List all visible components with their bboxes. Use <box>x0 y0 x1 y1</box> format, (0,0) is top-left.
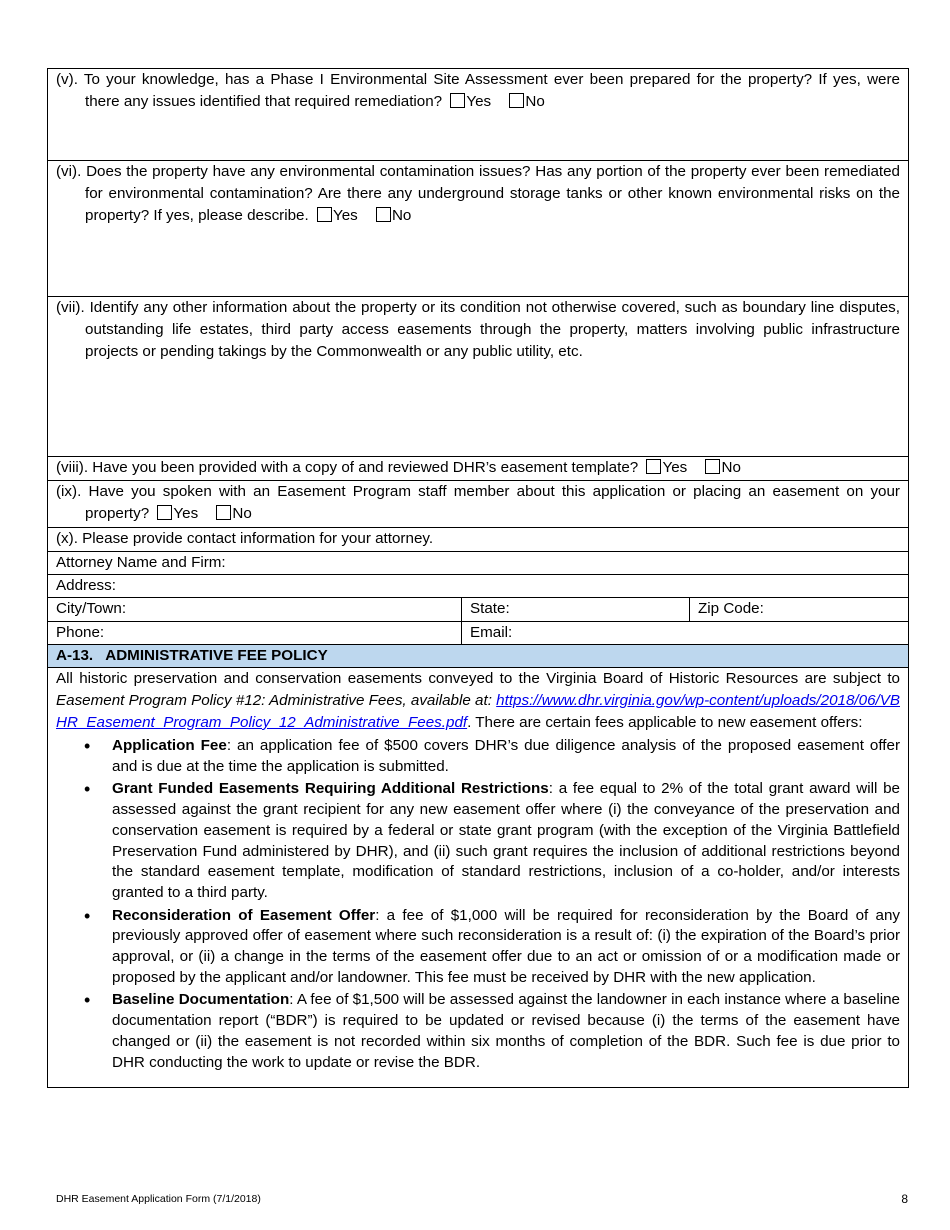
attorney-name-label: Attorney Name and Firm: <box>56 554 226 571</box>
yes-checkbox[interactable] <box>317 207 332 222</box>
fee-item-grant <box>112 779 900 903</box>
question-number: (x). <box>56 530 78 547</box>
policy-intro <box>56 668 900 734</box>
fee-title: Reconsideration of Easement Offer <box>112 906 376 924</box>
yes-label: Yes <box>173 505 199 522</box>
state-field[interactable] <box>461 598 689 621</box>
fee-item-reconsideration <box>112 906 900 989</box>
yes-checkbox[interactable] <box>646 459 661 474</box>
city-state-zip-row <box>48 598 908 622</box>
question-number: (ix). <box>56 483 82 500</box>
state-label: State: <box>470 600 510 617</box>
fee-title: Application Fee <box>112 737 227 754</box>
question-viii <box>48 457 908 481</box>
fee-text: : A fee of $1,500 will be assessed against the landowner in each instance where a baseline documentation report (“BDR”) is required to be updated or revised because (i) the terms of the easement have changed or (ii) the easement is not recorded within six months of completion of the BDR. Such fee is due prior to DHR conducting the work to update or revise the BDR. <box>112 991 900 1071</box>
question-ix <box>48 481 908 528</box>
zip-field[interactable] <box>689 598 908 621</box>
question-x <box>48 528 908 552</box>
fee-text: : a fee of $1,000 will be required for reconsideration by the Board of any previously approved offer of easement where such reconsideration is a result of: (i) the expiration of the Board’s prior approval, or (ii) a change in the terms of the easement offer due to an act or omission of or a modification made or proposed by the applicant and/or landowner. This fee must be received by DHR with the new application. <box>112 906 900 986</box>
city-field[interactable] <box>48 598 461 621</box>
yes-label: Yes <box>662 459 688 476</box>
address-field[interactable] <box>48 575 908 598</box>
section-title: A-13. ADMINISTRATIVE FEE POLICY <box>56 647 328 664</box>
phone-label: Phone: <box>56 624 105 641</box>
email-field[interactable] <box>461 622 908 644</box>
footer-form-name: DHR Easement Application Form (7/1/2018) <box>56 1193 261 1205</box>
fee-item-application <box>112 736 900 777</box>
no-checkbox[interactable] <box>216 505 231 520</box>
no-checkbox[interactable] <box>705 459 720 474</box>
fee-item-baseline <box>112 990 900 1073</box>
intro-text: All historic preservation and conservation easements conveyed to the Virginia Board of Historic Resources are subject to <box>56 670 900 687</box>
no-checkbox[interactable] <box>376 207 391 222</box>
phone-field[interactable] <box>48 622 461 644</box>
zip-label: Zip Code: <box>698 600 764 617</box>
no-label: No <box>232 505 252 522</box>
address-label: Address: <box>56 577 116 594</box>
question-number: (vii). <box>56 299 85 316</box>
yes-checkbox[interactable] <box>157 505 172 520</box>
city-label: City/Town: <box>56 600 127 617</box>
yes-label: Yes <box>332 207 358 224</box>
question-text: Identify any other information about the property or its condition not otherwise covered, such as boundary line disputes, outstanding life estates, third party access easements through the property, matters involving public infrastructure projects or pending takings by the Commonwealth or any public utility, etc. <box>85 299 900 360</box>
fee-title: Grant Funded Easements Requiring Additional Restrictions <box>112 780 549 798</box>
fee-list <box>56 736 900 1073</box>
no-label: No <box>391 207 412 224</box>
fee-title: Baseline Documentation <box>112 991 290 1009</box>
page-number: 8 <box>901 1192 908 1206</box>
fee-text: : a fee equal to 2% of the total grant award will be assessed against the grant recipient for any new easement offer where (i) the conveyance of the preservation and conservation easement is required by a federal or state grant program (with the exception of the Virginia Battlefield Preservation Fund administered by DHR), and (ii) such grant requires the inclusion of additional restrictions beyond the standard easement template, modification of standard restrictions, inclusion of a co-holder, and/or interests granted to a third party. <box>112 780 900 901</box>
intro-text-end: . There are certain fees applicable to new easement offers: <box>467 714 863 731</box>
no-label: No <box>525 93 545 110</box>
question-text: Have you spoken with an Easement Program staff member about this application or placing an easement on your property? <box>85 483 900 522</box>
application-form-table <box>47 68 909 1088</box>
policy-title: Easement Program Policy #12: Administrative Fees, available at: <box>56 692 497 709</box>
question-text: To your knowledge, has a Phase I Environmental Site Assessment ever been prepared for the property? If yes, were there any issues identified that required remediation? <box>83 71 900 110</box>
email-label: Email: <box>470 624 513 641</box>
question-text: Have you been provided with a copy of and reviewed DHR’s easement template? <box>92 459 639 476</box>
yes-checkbox[interactable] <box>450 93 465 108</box>
question-text: Does the property have any environmental contamination issues? Has any portion of the property ever been remediated for environmental contamination? Are there any underground storage tanks or other known environmental risks on the property? If yes, please describe. <box>85 163 900 224</box>
no-label: No <box>721 459 741 476</box>
fee-policy-text <box>48 668 908 1088</box>
question-number: (v). <box>56 71 78 88</box>
question-number: (vi). <box>56 163 82 180</box>
question-vii <box>48 297 908 457</box>
section-heading <box>48 645 908 668</box>
yes-label: Yes <box>466 93 492 110</box>
policy-link[interactable]: https://www.dhr.virginia.gov/wp-content/uploads/2018/06/VBHR_Easement_Program_Policy_12_Administrative_Fees.pdf <box>56 692 900 731</box>
question-vi <box>48 161 908 297</box>
phone-email-row <box>48 622 908 645</box>
attorney-name-field[interactable] <box>48 552 908 575</box>
no-checkbox[interactable] <box>509 93 524 108</box>
fee-text: : an application fee of $500 covers DHR’s due diligence analysis of the proposed easement offer and is due at the time the application is submitted. <box>112 737 901 775</box>
question-text: Please provide contact information for your attorney. <box>82 530 434 547</box>
question-v <box>48 69 908 161</box>
question-number: (viii). <box>56 459 89 476</box>
